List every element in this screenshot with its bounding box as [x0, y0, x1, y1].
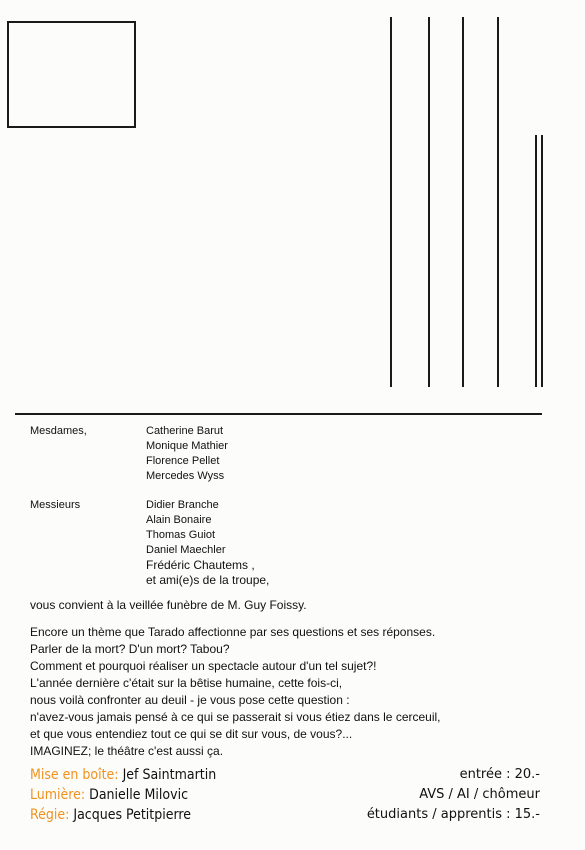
body-line: n'avez-vous jamais pensé à ce qui se passerait si vous étiez dans le cerceuil,: [30, 710, 441, 724]
men-list: [146, 498, 269, 588]
divider-line: [15, 413, 542, 415]
credits: [30, 765, 216, 825]
body-line: nous voilà confronter au deuil - je vous pose cette question :: [30, 693, 350, 707]
cast-name: Mercedes Wyss: [146, 470, 225, 482]
body-line: L'année dernière c'était sur la bêtise humaine, cette fois-ci,: [30, 676, 343, 690]
address-line: [497, 17, 499, 387]
address-line: [390, 17, 392, 387]
body-line: Comment et pourquoi réaliser un spectacle autour d'un tel sujet?!: [30, 659, 377, 673]
body-paragraph: [30, 624, 441, 760]
price-line: AVS / AI / chômeur: [419, 787, 540, 802]
cast-name: Frédéric Chautems ,: [146, 558, 255, 572]
credit-name: Danielle Milovic: [89, 787, 188, 803]
women-label: Mesdames,: [30, 425, 87, 437]
cast-extra: et ami(e)s de la troupe,: [146, 573, 270, 587]
stamp-box: [7, 21, 136, 128]
credit-role: Lumière:: [30, 787, 86, 803]
cast-name: Didier Branche: [146, 499, 219, 511]
invitation-line: vous convient à la veillée funèbre de M. Guy Foissy.: [30, 598, 307, 612]
address-line: [541, 135, 543, 387]
credit-role: Mise en boîte:: [30, 767, 119, 783]
cast-name: Alain Bonaire: [146, 514, 212, 526]
price-line: entrée : 20.-: [459, 767, 540, 782]
credit-name: Jef Saintmartin: [122, 767, 217, 783]
credit-row: [30, 765, 216, 785]
body-line: Encore un thème que Tarado affectionne par ses questions et ses réponses.: [30, 625, 436, 639]
credit-role: Régie:: [30, 807, 70, 823]
body-line: IMAGINEZ; le théâtre c'est aussi ça.: [30, 744, 224, 758]
cast-name: Florence Pellet: [146, 455, 220, 467]
address-line: [462, 17, 464, 387]
cast-name: Thomas Guiot: [146, 529, 216, 541]
cast-name: Daniel Maechler: [146, 544, 226, 556]
body-line: et que vous entendiez tout ce qui se dit sur vous, de vous?...: [30, 727, 353, 741]
credit-row: [30, 805, 216, 825]
men-label: Messieurs: [30, 499, 81, 511]
address-line: [535, 135, 537, 387]
credit-row: [30, 785, 216, 805]
address-line: [428, 17, 430, 387]
prices: [367, 765, 540, 825]
price-line: étudiants / apprentis : 15.-: [366, 807, 540, 822]
cast-name: Monique Mathier: [146, 440, 228, 452]
body-line: Parler de la mort? D'un mort? Tabou?: [30, 642, 230, 656]
credit-name: Jacques Petitpierre: [73, 807, 192, 823]
cast-name: Catherine Barut: [146, 425, 224, 437]
women-list: [146, 424, 228, 484]
